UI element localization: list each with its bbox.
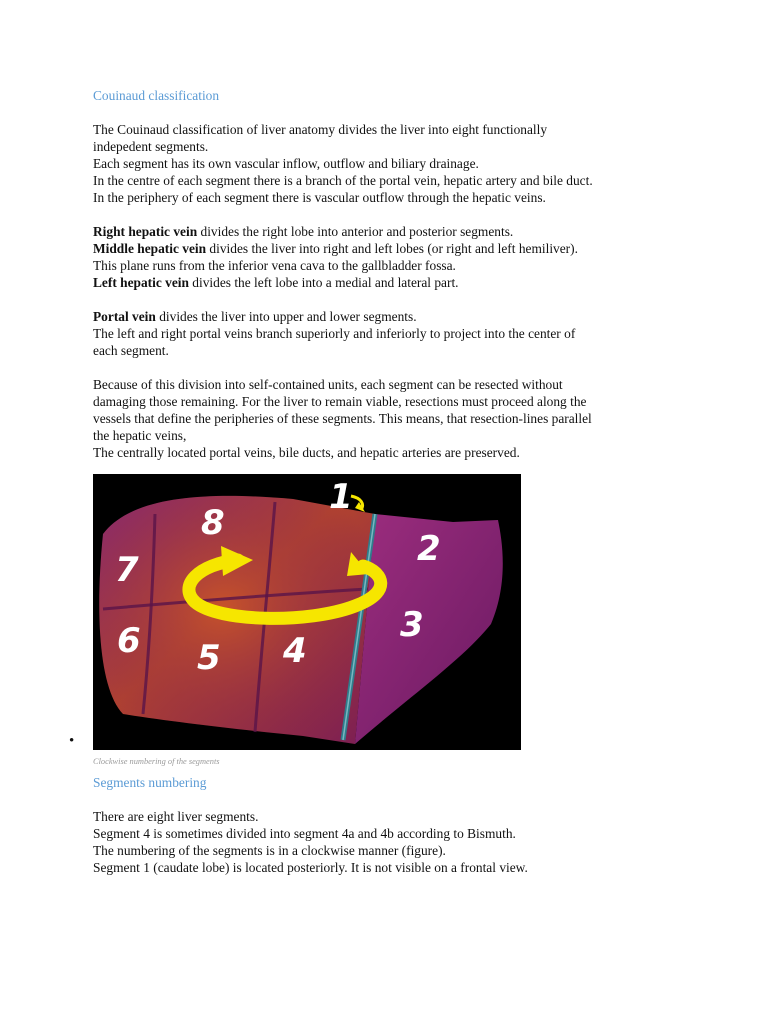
document-body — [93, 87, 683, 461]
text-line: There are eight liver segments. — [93, 809, 259, 824]
text-line: The Couinaud classification of liver anatomy divides the liver into eight functionally — [93, 122, 548, 137]
text-line: vessels that define the peripheries of these segments. This means, that resection-lines parallel — [93, 411, 592, 426]
text-line: Each segment has its own vascular inflow, outflow and biliary drainage. — [93, 156, 479, 171]
figure-caption: Clockwise numbering of the segments — [93, 757, 220, 766]
text-line: In the centre of each segment there is a branch of the portal vein, hepatic artery and bile duct. — [93, 173, 593, 188]
portal-vein-paragraph — [93, 308, 683, 359]
intro-paragraph — [93, 121, 683, 206]
text-line: This plane runs from the inferior vena cava to the gallbladder fossa. — [93, 258, 456, 273]
middle-hepatic-vein-label: Middle hepatic vein — [93, 241, 207, 256]
right-hepatic-vein-label: Right hepatic vein — [93, 224, 198, 239]
list-bullet: • — [69, 733, 75, 749]
text-line: The centrally located portal veins, bile ducts, and hepatic arteries are preserved. — [93, 445, 520, 460]
text-line — [93, 274, 683, 291]
text-line: damaging those remaining. For the liver to remain viable, resections must proceed along the — [93, 394, 587, 409]
segment-label-1: 1 — [329, 477, 353, 517]
text-line: The left and right portal veins branch superiorly and inferiorly to project into the center of — [93, 326, 576, 341]
right-hepatic-vein-text: divides the right lobe into anterior and posterior segments. — [197, 224, 514, 239]
text-line — [93, 308, 683, 325]
text-line: In the periphery of each segment there is vascular outflow through the hepatic veins. — [93, 190, 546, 205]
segment-label-6: 6 — [117, 621, 141, 661]
hepatic-veins-paragraph — [93, 223, 683, 291]
segment-label-3: 3 — [400, 605, 424, 645]
section-heading-segments-numbering: Segments numbering — [93, 775, 207, 790]
segments-paragraph — [93, 808, 683, 876]
text-line: Because of this division into self-contained units, each segment can be resected without — [93, 377, 563, 392]
segment-label-2: 2 — [417, 529, 441, 569]
segment-label-7: 7 — [115, 550, 139, 590]
text-line: indepedent segments. — [93, 139, 209, 154]
text-line: the hepatic veins, — [93, 428, 187, 443]
left-hepatic-vein-text: divides the left lobe into a medial and lateral part. — [188, 275, 459, 290]
text-line: Segment 4 is sometimes divided into segment 4a and 4b according to Bismuth. — [93, 826, 516, 841]
liver-segments-figure — [93, 474, 521, 750]
text-line — [93, 223, 683, 240]
text-line — [93, 240, 683, 257]
text-line: each segment. — [93, 343, 169, 358]
segment-label-4: 4 — [283, 631, 307, 671]
text-line: Segment 1 (caudate lobe) is located posteriorly. It is not visible on a frontal view. — [93, 860, 528, 875]
segment-label-5: 5 — [197, 638, 221, 678]
portal-vein-text: divides the liver into upper and lower segments. — [155, 309, 417, 324]
left-hepatic-vein-label: Left hepatic vein — [93, 275, 189, 290]
section-heading-couinaud: Couinaud classification — [93, 88, 220, 103]
text-line: The numbering of the segments is in a clockwise manner (figure). — [93, 843, 446, 858]
middle-hepatic-vein-text: divides the liver into right and left lobes (or right and left hemiliver). — [206, 241, 578, 256]
portal-vein-label: Portal vein — [93, 309, 156, 324]
segments-numbering-section — [93, 774, 683, 876]
segment-label-8: 8 — [201, 503, 225, 543]
resection-paragraph — [93, 376, 683, 461]
liver-illustration — [93, 474, 521, 750]
